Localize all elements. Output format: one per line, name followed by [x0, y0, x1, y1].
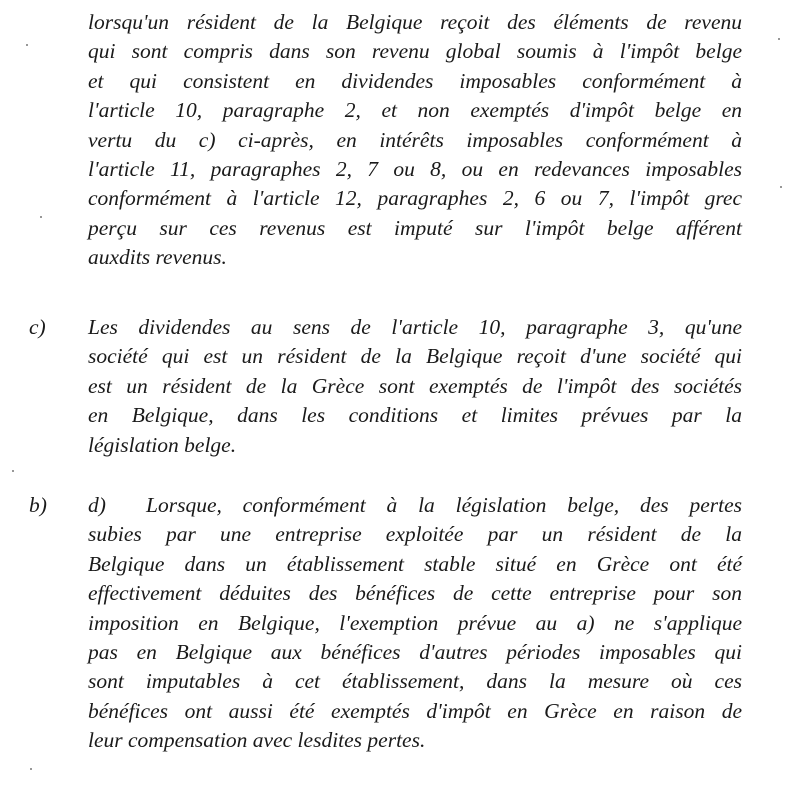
text-line: lorsqu'un résident de la Belgique reçoit des éléments de revenu: [88, 10, 742, 34]
text-line: perçu sur ces revenus est imputé sur l'impôt belge afférent: [88, 215, 742, 240]
scan-speck: [12, 470, 14, 472]
text-line: auxdits revenus.: [88, 245, 227, 270]
paragraph-continuation: [88, 8, 742, 273]
text-line: conformément à l'article 12, paragraphes 2, 6 ou 7, l'impôt grec: [88, 186, 742, 211]
text-line: vertu du c) ci-après, en intérêts imposables conformément à: [88, 127, 742, 152]
text-line: pas en Belgique aux bénéfices d'autres périodes imposables qui: [88, 640, 742, 665]
paragraph-sub-label-d: d): [88, 493, 106, 517]
text-line: l'article 10, paragraphe 2, et non exemptés d'impôt belge en: [88, 98, 742, 123]
scan-speck: [40, 216, 42, 218]
text-line: Belgique dans un établissement stable situé en Grèce ont été: [88, 551, 742, 576]
text-line: est un résident de la Grèce sont exemptés de l'impôt des sociétés: [88, 373, 742, 398]
text-line: imposition en Belgique, l'exemption prévue au a) ne s'applique: [88, 610, 742, 635]
text-line: législation belge.: [88, 432, 237, 457]
text-line: sont imputables à cet établissement, dans la mesure où ces: [88, 669, 742, 694]
text-line-first: [88, 491, 742, 520]
paragraph-label-b: b): [29, 493, 47, 517]
text-line: en Belgique, dans les conditions et limites prévues par la: [88, 403, 742, 428]
text-line: effectivement déduites des bénéfices de cette entreprise pour son: [88, 581, 742, 606]
scan-speck: [780, 186, 782, 188]
text-line: et qui consistent en dividendes imposables conformément à: [88, 68, 742, 93]
scan-speck: [778, 38, 780, 40]
text-line: société qui est un résident de la Belgique reçoit d'une société qui: [88, 344, 742, 369]
text-line: l'article 11, paragraphes 2, 7 ou 8, ou en redevances imposables: [88, 157, 742, 182]
paragraph-label-c: c): [29, 315, 46, 339]
text-line: Les dividendes au sens de l'article 10, paragraphe 3, qu'une: [88, 315, 742, 339]
text-line-first-content: Lorsque, conformément à la législation belge, des pertes: [146, 493, 742, 517]
paragraph-c: [88, 313, 742, 460]
text-line: qui sont compris dans son revenu global soumis à l'impôt belge: [88, 39, 742, 64]
paragraph-d: [88, 491, 742, 756]
scan-speck: [30, 768, 32, 770]
text-line: subies par une entreprise exploitée par un résident de la: [88, 522, 742, 547]
text-line: bénéfices ont aussi été exemptés d'impôt en Grèce en raison de: [88, 698, 742, 723]
scan-speck: [26, 44, 28, 46]
text-line: leur compensation avec lesdites pertes.: [88, 728, 426, 753]
